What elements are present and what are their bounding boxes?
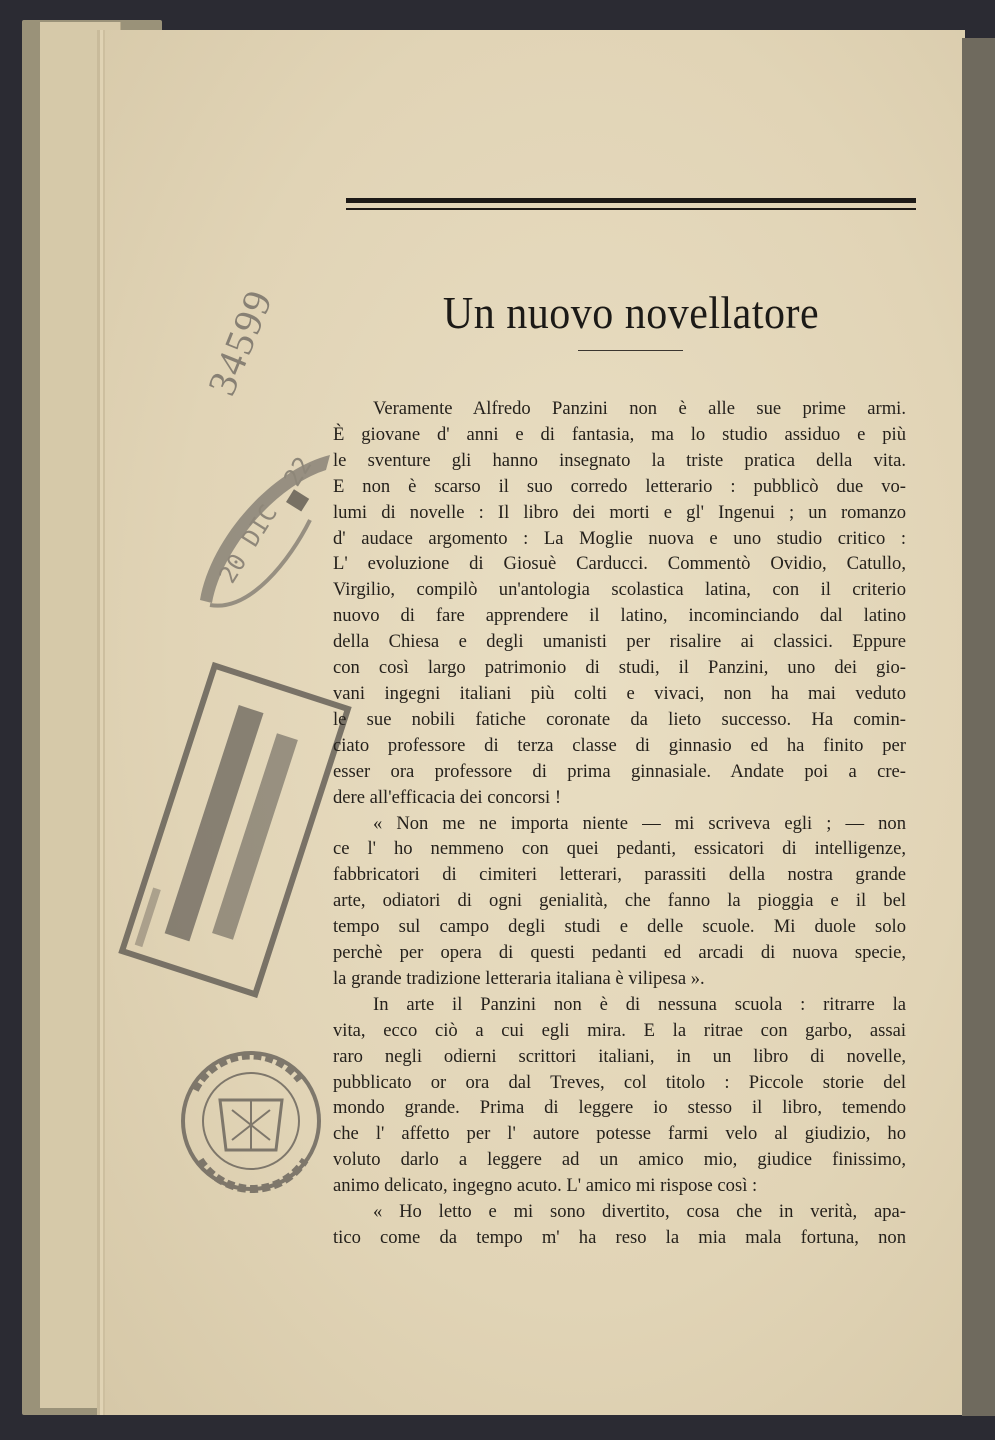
paragraph-4 xyxy=(333,1199,906,1251)
paragraph-2 xyxy=(333,811,906,992)
svg-text:20 DIC: 20 DIC xyxy=(213,499,284,589)
text-line: raro negli odierni scrittori italiani, in un libro di novelle, xyxy=(333,1045,906,1067)
text-line: È giovane d' anni e di fantasia, ma lo studio assiduo e più xyxy=(333,423,906,445)
text-line: In arte il Panzini non è di nessuna scuola : ritrarre la xyxy=(373,993,906,1015)
text-line: animo delicato, ingegno acuto. L' amico mi rispose così : xyxy=(333,1175,758,1197)
date-stamp xyxy=(200,452,330,606)
header-rule-thin xyxy=(346,208,916,210)
text-line: mondo grande. Prima di leggere io stesso il libro, temendo xyxy=(333,1097,906,1119)
text-line: le sventure gli hanno insegnato la triste pratica della vita. xyxy=(333,449,906,471)
inventory-number-stamp xyxy=(199,283,282,402)
text-line: la grande tradizione letteraria italiana è vilipesa ». xyxy=(333,967,705,989)
header-rule-thick xyxy=(346,198,916,203)
text-line: ciato professore di terza classe di ginnasio ed ha finito per xyxy=(333,734,906,756)
round-library-seal xyxy=(183,1053,319,1189)
text-line: ce l' ho nemmeno con quei pedanti, essicatori di intelligenze, xyxy=(333,838,906,860)
text-line: pubblicato or ora dal Treves, col titolo : Piccole storie del xyxy=(333,1071,906,1093)
paragraph-1 xyxy=(333,396,906,811)
text-line: le sue nobili fatiche coronate da lieto successo. Ha comin- xyxy=(333,708,906,730)
title-underline xyxy=(578,350,683,351)
text-line: esser ora professore di prima ginnasiale. Andate poi a cre- xyxy=(333,760,906,782)
text-line: tico come da tempo m' ha reso la mia mala fortuna, non xyxy=(333,1227,906,1248)
article-body xyxy=(333,396,906,1251)
text-line: fabbricatori di cimiteri letterari, parassiti della nostra grande xyxy=(333,864,906,886)
text-line: « Non me ne importa niente — mi scriveva egli ; — non xyxy=(373,812,906,834)
text-line: perchè per opera di questi pedanti ed arcadi di nuova specie, xyxy=(333,942,906,964)
text-line: d' audace argomento : La Moglie nuova e uno studio critico : xyxy=(333,527,906,549)
text-line: dere all'efficacia dei concorsi ! xyxy=(333,786,562,808)
library-rectangular-stamp xyxy=(122,666,348,995)
text-line: arte, odiatori di ogni genialità, che fanno la pioggia e il bel xyxy=(333,890,906,912)
paragraph-3 xyxy=(333,992,906,1199)
text-line: che l' affetto per l' autore potesse farmi velo al giudizio, ho xyxy=(333,1123,906,1145)
text-line: Veramente Alfredo Panzini non è alle sue prime armi. xyxy=(373,398,906,419)
svg-text:34599: 34599 xyxy=(198,282,282,402)
text-line: con così largo patrimonio di studi, il Panzini, uno dei gio- xyxy=(333,657,906,679)
text-line: vita, ecco ciò a cui egli mira. E la ritrae con garbo, assai xyxy=(333,1019,906,1041)
text-line: E non è scarso il suo corredo letterario : pubblicò due vo- xyxy=(333,475,906,497)
text-line: tempo sul campo degli studi e delle scuole. Mi duole solo xyxy=(333,916,906,938)
text-line: nuovo di fare apprendere il latino, incominciando dal latino xyxy=(333,605,906,627)
article-title: Un nuovo novellatore xyxy=(442,289,820,339)
text-line: Virgilio, compilò un'antologia scolastica latina, con il criterio xyxy=(333,579,906,601)
text-line: L' evoluzione di Giosuè Carducci. Commentò Ovidio, Catullo, xyxy=(333,553,906,575)
text-line: « Ho letto e mi sono divertito, cosa che in verità, apa- xyxy=(373,1201,906,1223)
text-line: della Chiesa e degli umanisti per risalire ai classici. Eppure xyxy=(333,631,906,653)
text-line: voluto darlo a leggere ad un amico mio, giudice finissimo, xyxy=(333,1149,906,1171)
text-line: vani ingegni italiani più colti e vivaci, non ha mai veduto xyxy=(333,682,906,704)
svg-text:22: 22 xyxy=(278,451,318,492)
text-line: lumi di novelle : Il libro dei morti e gl' Ingenui ; un romanzo xyxy=(333,501,906,523)
